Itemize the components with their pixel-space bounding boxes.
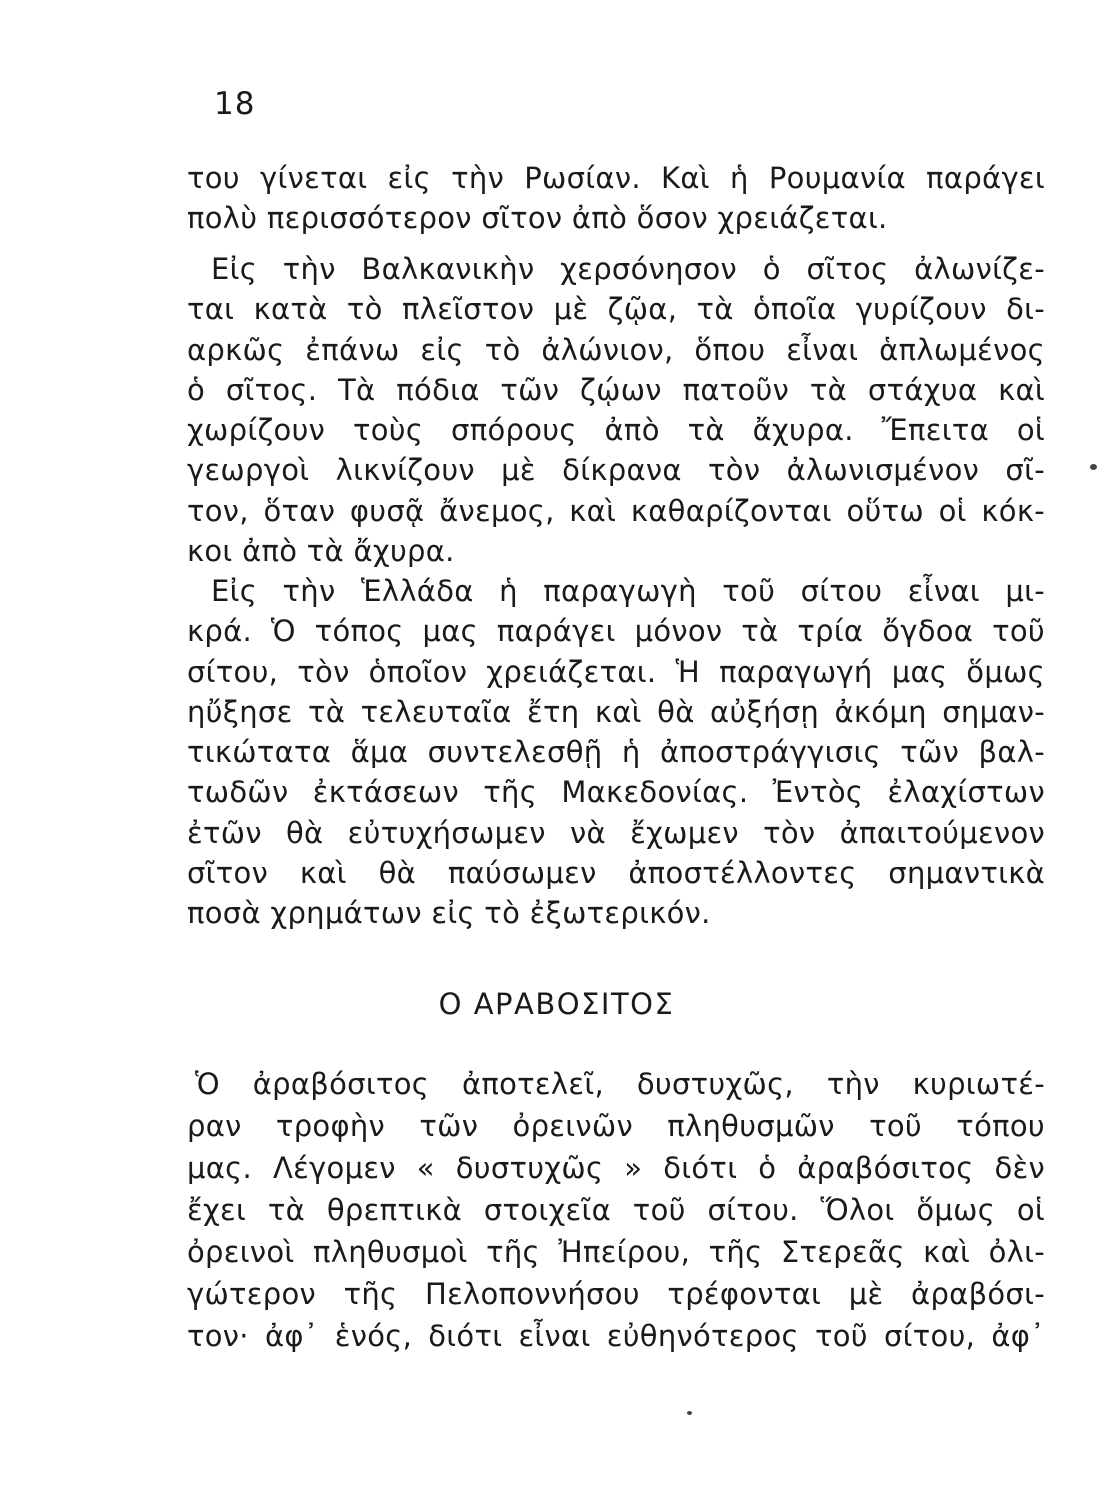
text-line: ὁ σῖτος. Τὰ πόδια τῶν ζῴων πατοῦν τὰ στάχυα καὶ	[187, 373, 1045, 407]
text-line: ηὔξησε τὰ τελευταῖα ἔτη καὶ θὰ αὐξήσῃ ἀκόμη σημαν-	[187, 695, 1045, 729]
text-line: του γίνεται εἰς τὴν Ρωσίαν. Καὶ ἡ Ρουμανία παράγει	[187, 161, 1045, 195]
text-line: τον· ἀφ᾽ ἑνός, διότι εἶναι εὐθηνότερος τοῦ σίτου, ἀφ᾽	[187, 1319, 1045, 1353]
text-line: Εἰς τὴν Ἑλλάδα ἡ παραγωγὴ τοῦ σίτου εἶναι μι-	[211, 574, 1045, 608]
text-line: ὀρεινοὶ πληθυσμοὶ τῆς Ἠπείρου, τῆς Στερεᾶς καὶ ὀλι-	[187, 1235, 1045, 1269]
text-line: ἔχει τὰ θρεπτικὰ στοιχεῖα τοῦ σίτου. Ὅλοι ὅμως οἱ	[187, 1193, 1045, 1227]
text-line: τωδῶν ἐκτάσεων τῆς Μακεδονίας. Ἐντὸς ἐλαχίστων	[187, 775, 1045, 809]
text-line: αρκῶς ἐπάνω εἰς τὸ ἀλώνιον, ὅπου εἶναι ἁπλωμένος	[187, 333, 1045, 367]
text-line: κρά. Ὁ τόπος μας παράγει μόνον τὰ τρία ὄγδοα τοῦ	[187, 614, 1045, 648]
text-line: χωρίζουν τοὺς σπόρους ἀπὸ τὰ ἄχυρα. Ἔπειτα οἱ	[187, 413, 1045, 447]
text-line: πολὺ περισσότερον σῖτον ἀπὸ ὅσον χρειάζεται.	[187, 201, 888, 235]
text-line: μας. Λέγομεν « δυστυχῶς » διότι ὁ ἀραβόσιτος δὲν	[187, 1151, 1045, 1185]
paper-speck	[1090, 464, 1097, 470]
text-line: σίτου, τὸν ὁποῖον χρειάζεται. Ἡ παραγωγή μας ὅμως	[187, 655, 1045, 689]
page-number: 18	[214, 86, 256, 122]
text-line: τον, ὅταν φυσᾷ ἄνεμος, καὶ καθαρίζονται οὕτω οἱ κόκ-	[187, 494, 1045, 528]
text-line: σῖτον καὶ θὰ παύσωμεν ἀποστέλλοντες σημαντικὰ	[187, 856, 1045, 890]
text-line: γεωργοὶ λικνίζουν μὲ δίκρανα τὸν ἀλωνισμένον σῖ-	[187, 453, 1045, 487]
text-line: Εἰς τὴν Βαλκανικὴν χερσόνησον ὁ σῖτος ἀλωνίζε-	[211, 252, 1045, 286]
text-line: Ὁ ἀραβόσιτος ἀποτελεῖ, δυστυχῶς, τὴν κυριωτέ-	[195, 1067, 1045, 1101]
text-line: τικώτατα ἅμα συντελεσθῇ ἡ ἀποστράγγισις τῶν βαλ-	[187, 735, 1045, 769]
text-line: γώτερον τῆς Πελοποννήσου τρέφονται μὲ ἀραβόσι-	[187, 1277, 1045, 1311]
text-line: ἐτῶν θὰ εὐτυχήσωμεν νὰ ἔχωμεν τὸν ἀπαιτούμενον	[187, 816, 1045, 850]
text-line: κοι ἀπὸ τὰ ἄχυρα.	[187, 534, 455, 568]
text-line: ραν τροφὴν τῶν ὀρεινῶν πληθυσμῶν τοῦ τόπου	[187, 1109, 1045, 1143]
paper-speck	[687, 1411, 692, 1415]
section-heading: Ο ΑΡΑΒΟΣΙΤΟΣ	[438, 987, 675, 1021]
text-line: ποσὰ χρημάτων εἰς τὸ ἐξωτερικόν.	[187, 896, 711, 930]
text-line: ται κατὰ τὸ πλεῖστον μὲ ζῷα, τὰ ὁποῖα γυρίζουν δι-	[187, 292, 1045, 326]
